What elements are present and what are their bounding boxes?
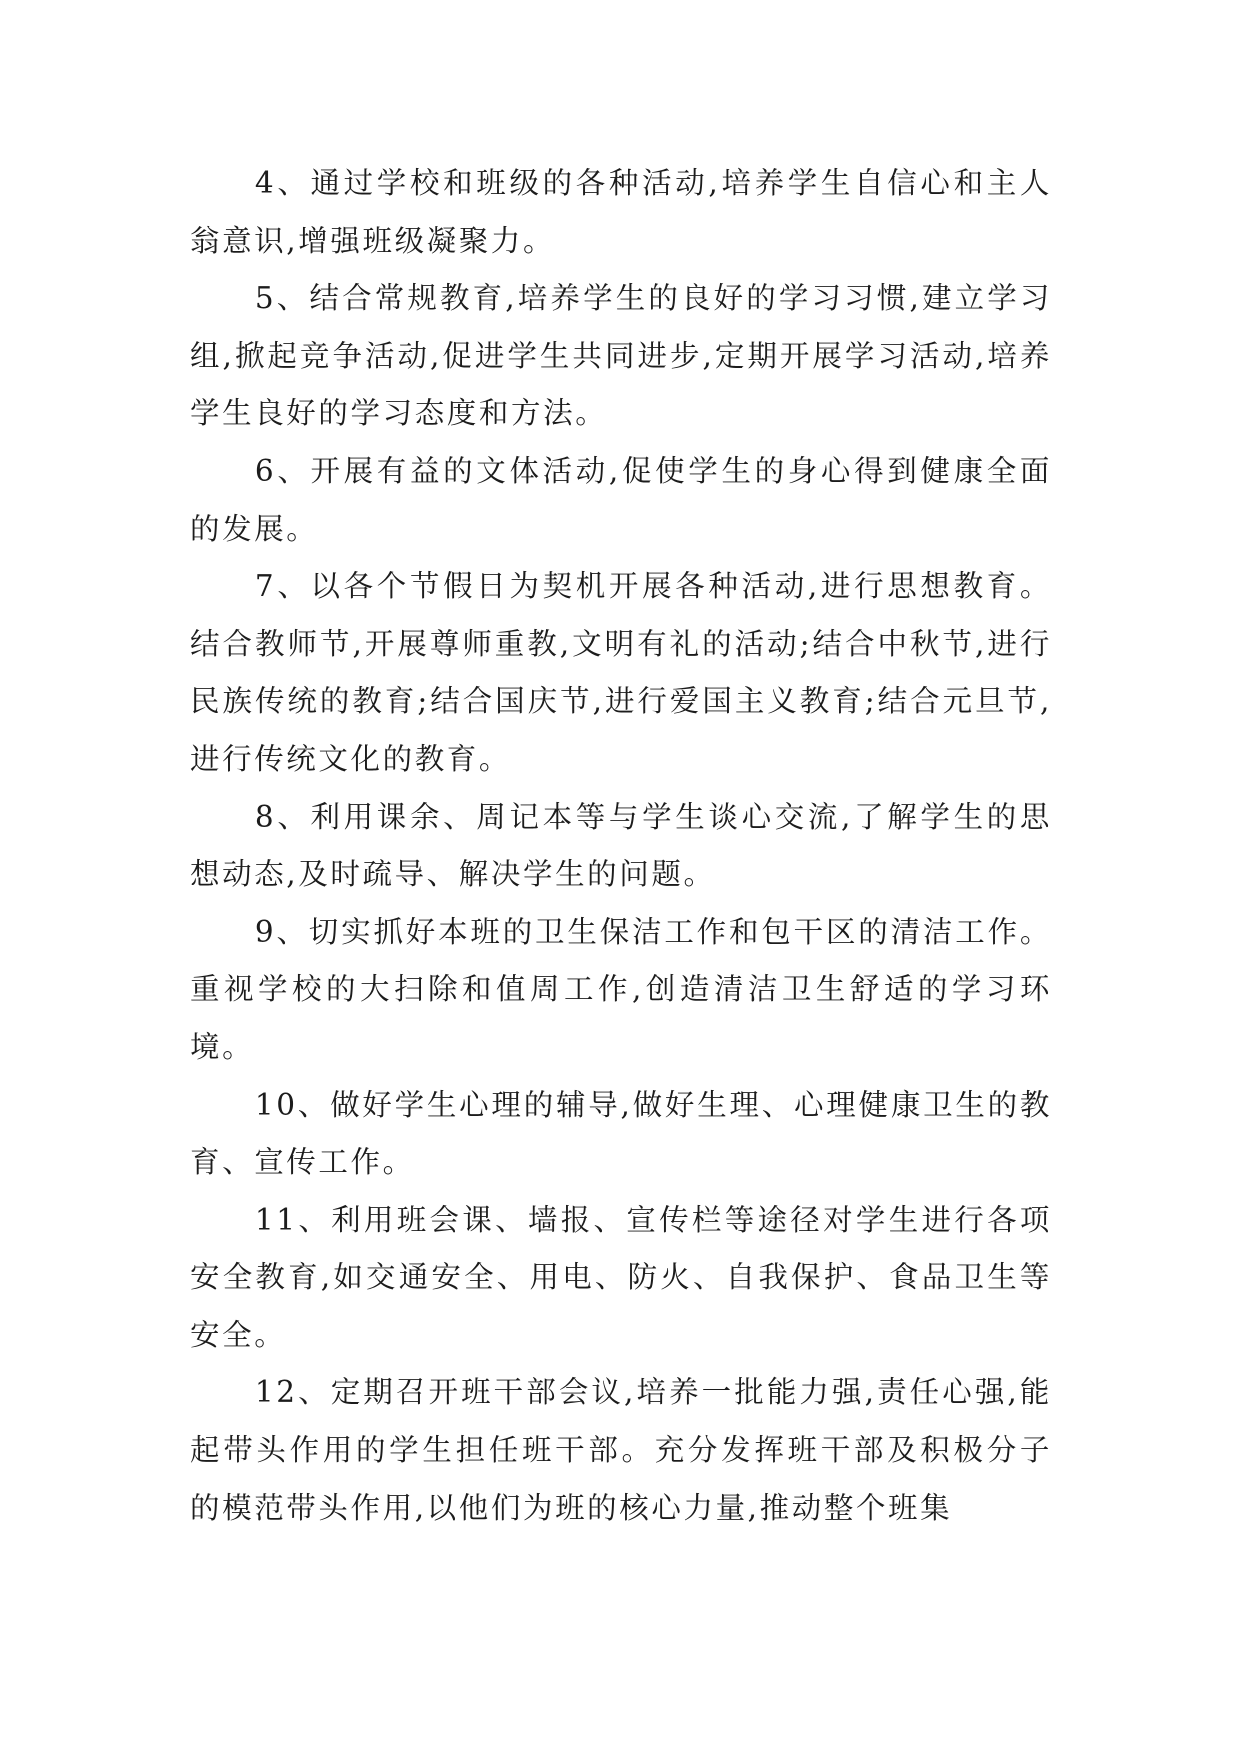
paragraph-item-8: 8、利用课余、周记本等与学生谈心交流,了解学生的思想动态,及时疏导、解决学生的问题。 xyxy=(190,799,1052,892)
paragraph-item-11: 11、利用班会课、墙报、宣传栏等途径对学生进行各项安全教育,如交通安全、用电、防火、自我保护、食品卫生等安全。 xyxy=(190,1202,1052,1352)
document-body xyxy=(190,155,1052,1537)
paragraph-item-7: 7、以各个节假日为契机开展各种活动,进行思想教育。结合教师节,开展尊师重教,文明有礼的活动;结合中秋节,进行民族传统的教育;结合国庆节,进行爱国主义教育;结合元旦节,进行传统文化的教育。 xyxy=(190,569,1052,776)
paragraph-item-4: 4、通过学校和班级的各种活动,培养学生自信心和主人翁意识,增强班级凝聚力。 xyxy=(190,166,1052,258)
paragraph-item-6: 6、开展有益的文体活动,促使学生的身心得到健康全面的发展。 xyxy=(190,453,1052,546)
paragraph-item-9: 9、切实抓好本班的卫生保洁工作和包干区的清洁工作。重视学校的大扫除和值周工作,创造清洁卫生舒适的学习环境。 xyxy=(190,914,1052,1064)
paragraph-item-12: 12、定期召开班干部会议,培养一批能力强,责任心强,能起带头作用的学生担任班干部。充分发挥班干部及积极分子的模范带头作用,以他们为班的核心力量,推动整个班集 xyxy=(190,1375,1052,1525)
paragraph-item-10: 10、做好学生心理的辅导,做好生理、心理健康卫生的教育、宣传工作。 xyxy=(190,1087,1052,1180)
paragraph-item-5: 5、结合常规教育,培养学生的良好的学习习惯,建立学习组,掀起竞争活动,促进学生共同进步,定期开展学习活动,培养学生良好的学习态度和方法。 xyxy=(190,281,1052,431)
